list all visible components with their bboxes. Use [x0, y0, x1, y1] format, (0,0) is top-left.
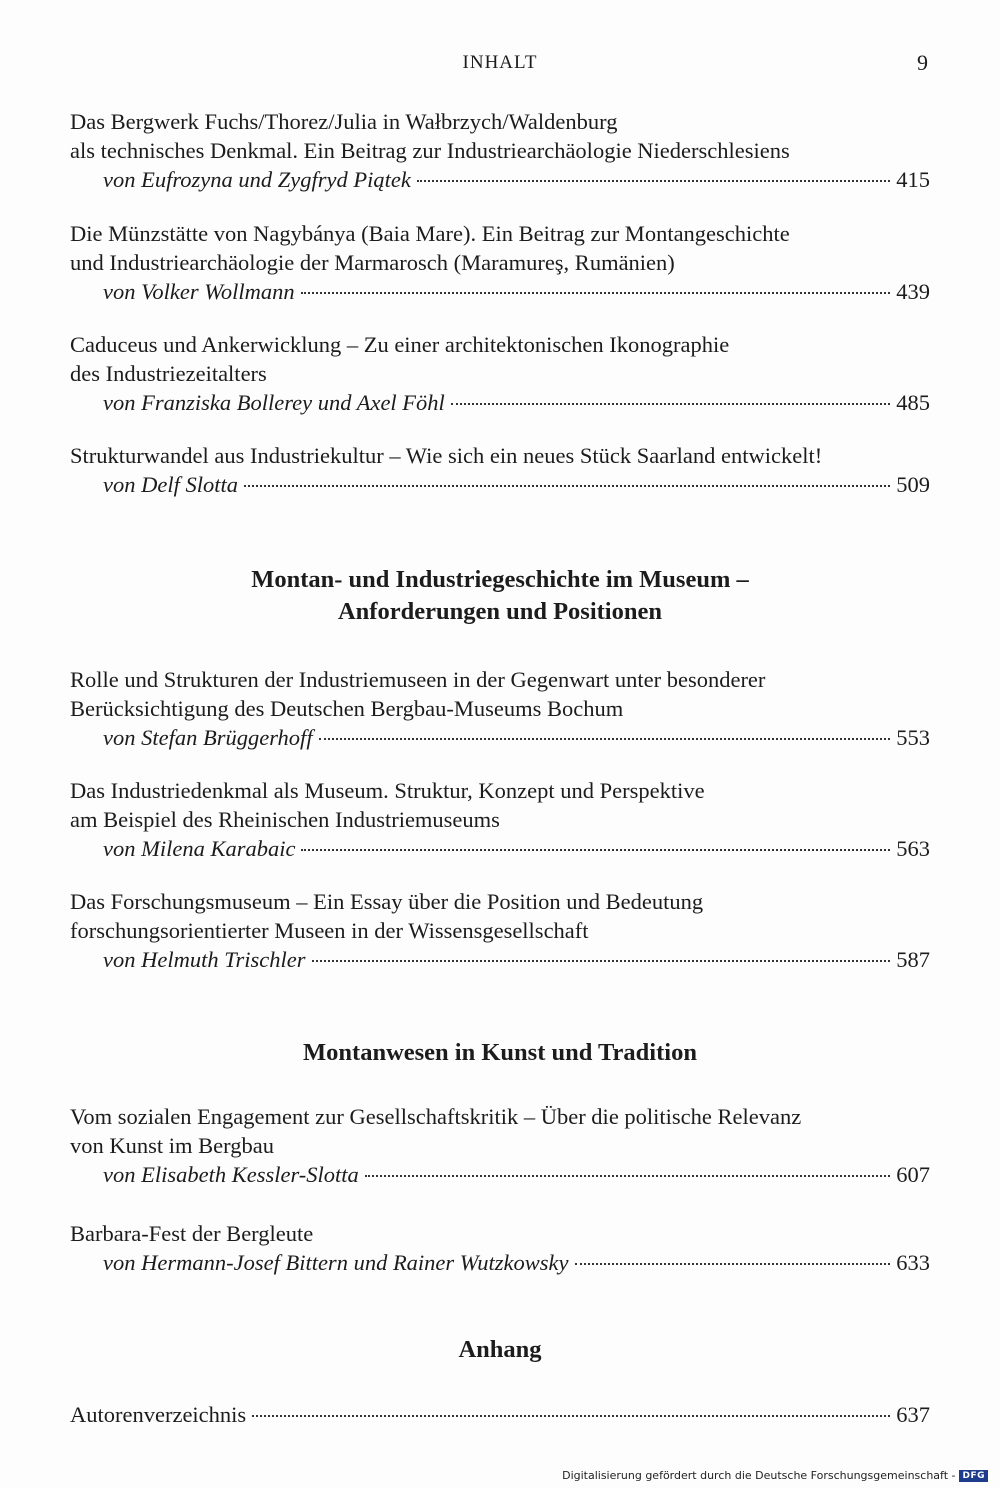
toc-entry[interactable]	[70, 107, 930, 194]
entry-author: von Franziska Bollerey und Axel Föhl	[103, 390, 445, 415]
entry-page: 485	[896, 390, 930, 415]
entry-title: Autorenverzeichnis	[70, 1402, 247, 1427]
dot-leader	[252, 1415, 890, 1417]
entry-page: 637	[896, 1402, 930, 1427]
entry-title-line: Strukturwandel aus Industriekultur – Wie sich ein neues Stück Saarland entwickelt!	[70, 443, 823, 468]
entry-title-line: Das Bergwerk Fuchs/Thorez/Julia in Wałbrzych/Waldenburg	[70, 109, 618, 134]
entry-title-line: Rolle und Strukturen der Industriemuseen in der Gegenwart unter besonderer	[70, 667, 766, 692]
entry-author: von Helmuth Trischler	[103, 947, 306, 972]
dot-leader	[417, 180, 890, 182]
entry-byline	[70, 1400, 930, 1429]
entry-byline	[70, 277, 930, 306]
toc-entry[interactable]	[70, 1219, 930, 1277]
dot-leader	[365, 1175, 890, 1177]
entry-author: von Stefan Brüggerhoff	[103, 725, 313, 750]
page-number: 9	[917, 50, 928, 75]
entry-byline	[70, 388, 930, 417]
entry-page: 607	[896, 1162, 930, 1187]
toc-entry-appendix[interactable]	[70, 1400, 930, 1429]
entry-page: 633	[896, 1250, 930, 1275]
entry-page: 587	[896, 947, 930, 972]
entry-author: von Elisabeth Kessler-Slotta	[103, 1162, 359, 1187]
entry-title-line: forschungsorientierter Museen in der Wissensgesellschaft	[70, 918, 589, 943]
entry-byline	[70, 945, 930, 974]
entry-author: von Hermann-Josef Bittern und Rainer Wutzkowsky	[103, 1250, 569, 1275]
entry-title-line: als technisches Denkmal. Ein Beitrag zur Industriearchäologie Niederschlesiens	[70, 138, 790, 163]
footer-text: Digitalisierung gefördert durch die Deutsche Forschungsgemeinschaft -	[562, 1469, 956, 1482]
section-heading-line: Anforderungen und Positionen	[337, 598, 662, 625]
toc-entry[interactable]	[70, 665, 930, 752]
dfg-logo: DFG	[959, 1470, 988, 1482]
toc-entry[interactable]	[70, 1102, 930, 1189]
entry-byline	[70, 834, 930, 863]
toc-entry[interactable]	[70, 441, 930, 499]
dot-leader	[319, 738, 891, 740]
entry-byline	[70, 1248, 930, 1277]
entry-page: 509	[896, 472, 930, 497]
entry-page: 415	[896, 167, 930, 192]
dot-leader	[244, 485, 890, 487]
entry-byline	[70, 723, 930, 752]
entry-title-line: Vom sozialen Engagement zur Gesellschaftskritik – Über die politische Relevanz	[70, 1104, 802, 1129]
entry-page: 553	[896, 725, 930, 750]
dot-leader	[575, 1263, 891, 1265]
entry-author: von Milena Karabaic	[103, 836, 296, 861]
section-heading	[0, 1334, 1000, 1366]
entry-title-line: des Industriezeitalters	[70, 361, 267, 386]
entry-title-line: Barbara-Fest der Bergleute	[70, 1221, 314, 1246]
section-heading	[0, 564, 1000, 628]
entry-title-line: Die Münzstätte von Nagybánya (Baia Mare). Ein Beitrag zur Montangeschichte	[70, 221, 790, 246]
section-heading-line: Anhang	[458, 1336, 542, 1363]
dot-leader	[301, 292, 891, 294]
entry-byline	[70, 165, 930, 194]
running-head-title: INHALT	[462, 52, 538, 73]
entry-author: von Volker Wollmann	[103, 279, 295, 304]
running-head	[0, 52, 1000, 82]
toc-entry[interactable]	[70, 330, 930, 417]
entry-byline	[70, 470, 930, 499]
toc-entry[interactable]	[70, 776, 930, 863]
entry-page: 563	[896, 836, 930, 861]
toc-entry[interactable]	[70, 887, 930, 974]
section-heading-line: Montanwesen in Kunst und Tradition	[303, 1039, 697, 1066]
section-heading-line: Montan- und Industriegeschichte im Museum –	[251, 566, 749, 593]
dot-leader	[301, 849, 890, 851]
entry-title-line: von Kunst im Bergbau	[70, 1133, 274, 1158]
entry-title-line: Das Forschungsmuseum – Ein Essay über die Position und Bedeutung	[70, 889, 704, 914]
entry-title-line: am Beispiel des Rheinischen Industriemuseums	[70, 807, 500, 832]
digitization-footer	[562, 1469, 988, 1482]
entry-byline	[70, 1160, 930, 1189]
entry-title-line: Das Industriedenkmal als Museum. Struktur, Konzept und Perspektive	[70, 778, 705, 803]
dot-leader	[312, 960, 891, 962]
entry-title-line: Berücksichtigung des Deutschen Bergbau-Museums Bochum	[70, 696, 624, 721]
entry-author: von Delf Slotta	[103, 472, 238, 497]
entry-title-line: und Industriearchäologie der Marmarosch (Maramureş, Rumänien)	[70, 250, 675, 275]
entry-page: 439	[896, 279, 930, 304]
entry-title-line: Caduceus und Ankerwicklung – Zu einer architektonischen Ikonographie	[70, 332, 730, 357]
section-heading	[0, 1037, 1000, 1069]
toc-entry[interactable]	[70, 219, 930, 306]
entry-author: von Eufrozyna und Zygfryd Piątek	[103, 167, 411, 192]
dot-leader	[451, 403, 890, 405]
